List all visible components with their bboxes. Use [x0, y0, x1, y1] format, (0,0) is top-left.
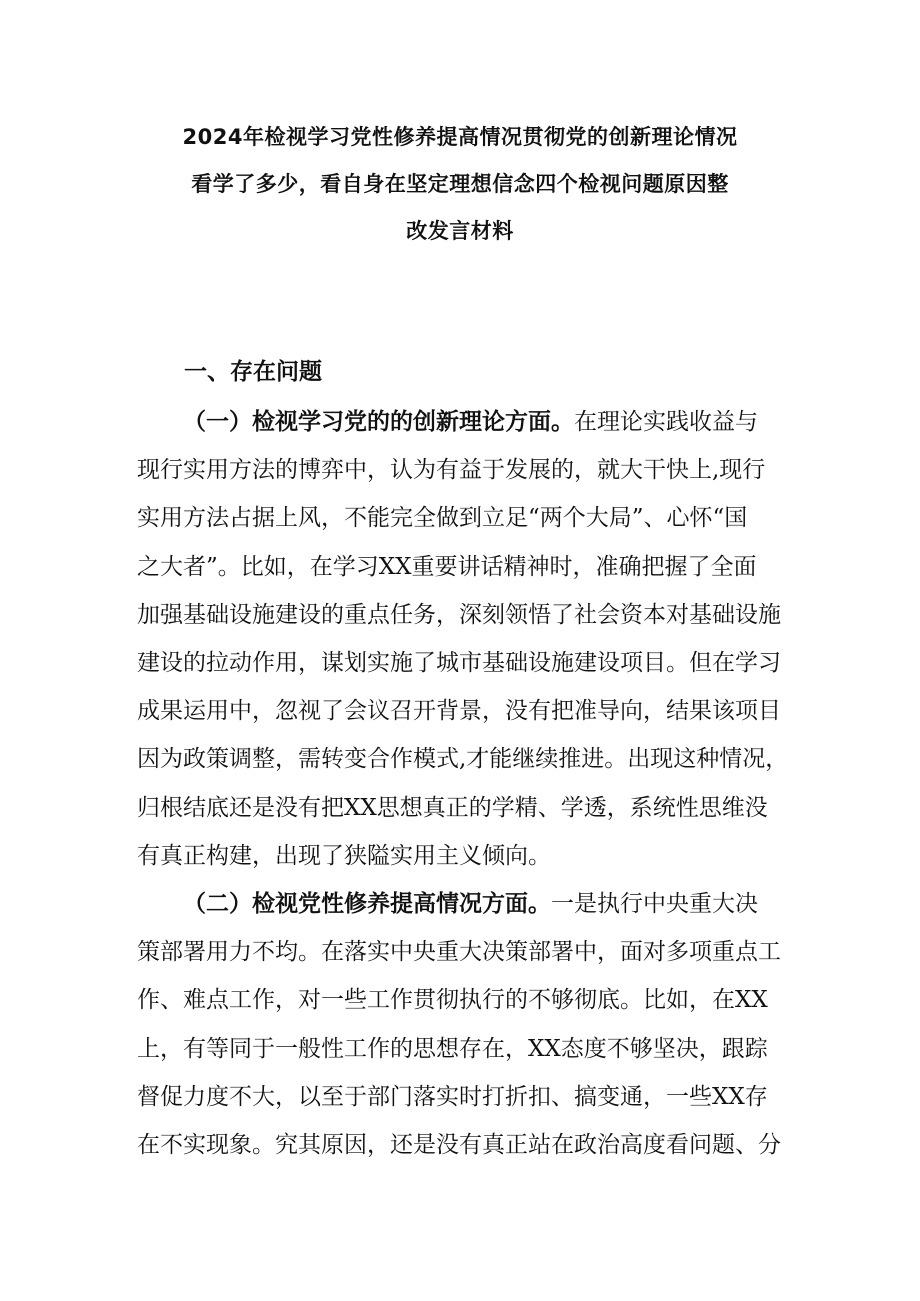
paragraph-1-line: 归根结底还是没有把XX思想真正的学精、学透，系统性思维没 — [137, 794, 768, 821]
paragraph-1-line: 有真正构建，出现了狭隘实用主义倾向。 — [137, 842, 551, 869]
title-line-3: 改发言材料 — [406, 219, 514, 243]
paragraph-1-first-line — [137, 398, 797, 446]
paragraph-1-lead: （一）检视学习党的的创新理论方面。 — [183, 409, 574, 435]
section-heading: 一、存在问题 — [184, 359, 322, 385]
paragraph-1-line: 加强基础设施建设的重点任务，深刻领悟了社会资本对基础设施 — [137, 601, 781, 628]
paragraph-1-line: 成果运用中，忽视了会议召开背景，没有把准导向，结果该项目 — [137, 698, 781, 725]
paragraph-1-line: 因为政策调整，需转变合作模式,才能继续推进。出现这种情况， — [137, 746, 789, 773]
paragraph-2-line: 督促力度不大，以至于部门落实时打折扣、搞变通，一些XX存 — [137, 1083, 768, 1110]
paragraph-2-line: 在不实现象。究其原因，还是没有真正站在政治高度看问题、分 — [137, 1131, 781, 1158]
document-title — [120, 114, 800, 255]
paragraph-2-line: 作、难点工作，对一些工作贯彻执行的不够彻底。比如，在XX — [137, 987, 768, 1014]
paragraph-2-first-line-text: 一是执行中央重大决 — [551, 891, 758, 917]
title-line-2: 看学了多少，看自身在坚定理想信念四个检视问题原因整 — [191, 172, 729, 196]
paragraph-1-line: 实用方法占据上风，不能完全做到立足“两个大局”、心怀“国 — [137, 505, 748, 532]
paragraph-1-line: 之大者”。比如，在学习XX重要讲话精神时，准确把握了全面 — [137, 553, 757, 580]
title-line-1: 2024年检视学习党性修养提高情况贯彻党的创新理论情况 — [182, 125, 738, 149]
paragraph-2-line: 上，有等同于一般性工作的思想存在，XX态度不够坚决，跟踪 — [137, 1035, 768, 1062]
paragraph-1-line: 建设的拉动作用，谋划实施了城市基础设施建设项目。但在学习 — [137, 649, 781, 676]
paragraph-2-line: 策部署用力不均。在落实中央重大决策部署中，面对多项重点工 — [137, 939, 781, 966]
paragraph-2 — [137, 880, 797, 1169]
paragraph-1 — [137, 398, 797, 880]
paragraph-2-first-line — [137, 880, 797, 928]
paragraph-1-line: 现行实用方法的博弈中，认为有益于发展的，就大干快上,现行 — [137, 457, 766, 484]
paragraph-1-first-line-text: 在理论实践收益与 — [574, 409, 758, 435]
paragraph-2-lead: （二）检视党性修养提高情况方面。 — [183, 891, 551, 917]
